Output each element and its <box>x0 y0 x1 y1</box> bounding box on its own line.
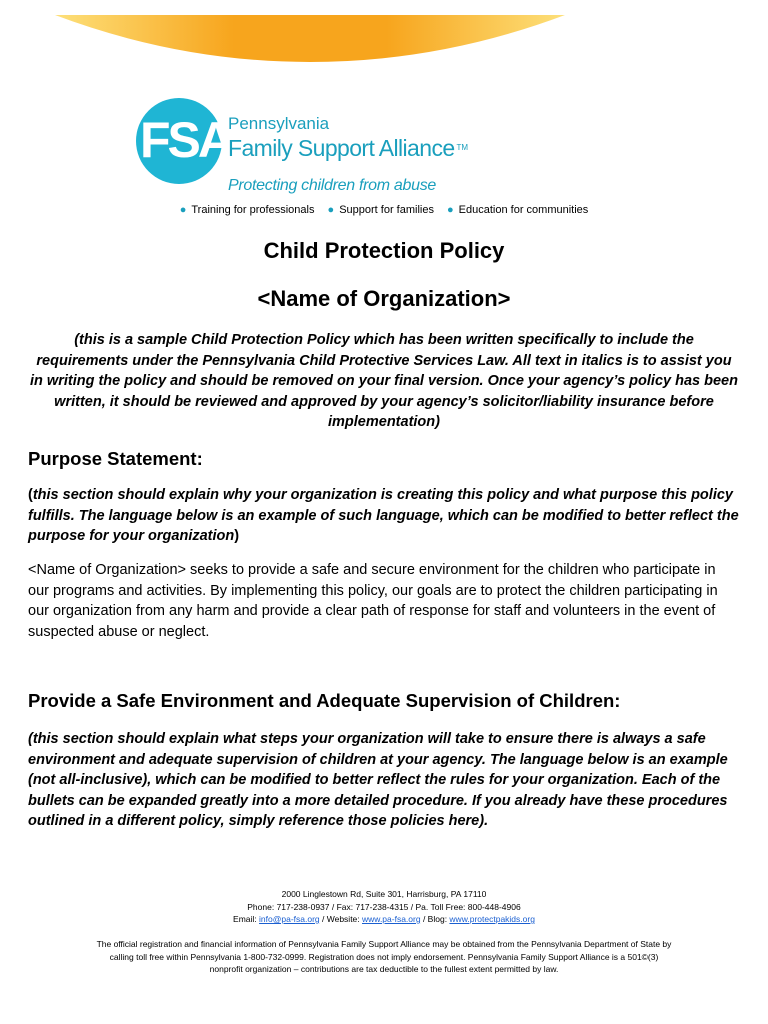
blog-label: / Blog: <box>420 914 450 924</box>
safe-environment-heading: Provide a Safe Environment and Adequate Supervision of Children: <box>28 690 621 711</box>
purpose-heading: Purpose Statement: <box>28 448 203 469</box>
email-label: Email: <box>233 914 260 924</box>
fsa-logo <box>136 98 476 198</box>
footer-address: 2000 Linglestown Rd, Suite 301, Harrisburg, PA 17110 <box>281 889 487 899</box>
footer-contact <box>0 888 768 926</box>
bullet-icon: ● <box>327 204 335 216</box>
logo-name <box>228 134 468 162</box>
services-list <box>0 203 768 217</box>
purpose-body: <Name of Organization> seeks to provide a safe and secure environment for the children who participate in our programs and activities. By implementing this policy, our goals are to protect the children participating in our organization from any harm and provide a clear path of response for staff and volunteers in the event of suspected abuse or neglect. <box>28 562 718 640</box>
purpose-note <box>28 485 740 547</box>
organization-placeholder: <Name of Organization> <box>257 286 511 311</box>
footer-links <box>0 913 768 926</box>
website-link[interactable]: www.pa-fsa.org <box>362 914 421 924</box>
logo-state: Pennsylvania <box>228 114 330 133</box>
disclaimer-line: calling toll free within Pennsylvania 1-800-732-0999. Registration does not imply endorsement. Pennsylvania Family Support Alliance is a 501©(3) <box>109 951 659 962</box>
email-link[interactable]: info@pa-fsa.org <box>259 914 320 924</box>
service-item: Support for families <box>339 204 434 216</box>
paren-open: ( <box>28 487 33 503</box>
document-title: Child Protection Policy <box>263 238 505 263</box>
logo-name-text: Family Support Alliance <box>228 135 455 161</box>
footer-phone: Phone: 717-238-0937 / Fax: 717-238-4315 / Pa. Toll Free: 800-448-4906 <box>247 901 521 912</box>
disclaimer-line: The official registration and financial information of Pennsylvania Family Support Alliance may be obtained from the Pennsylvania Department of State by <box>96 939 672 949</box>
intro-note: (this is a sample Child Protection Policy which has been written specifically to include the requirements under the Pennsylvania Child Protective Services Law. All text in italics is to assist you in writing the policy and should be removed on your final version. Once your agency’s policy has been written, it should be reviewed and approved by your agency’s solicitor/liability insurance before implementation) <box>30 332 738 430</box>
footer-disclaimer <box>0 938 768 976</box>
service-item: Training for professionals <box>191 204 315 216</box>
website-label: / Website: <box>319 914 362 924</box>
disclaimer-line: nonprofit organization – contributions are tax deductible to the fullest extent permitted by law. <box>209 964 559 974</box>
logo-trademark: TM <box>456 143 469 152</box>
decorative-arc <box>0 0 768 80</box>
purpose-note-text: this section should explain why your organization is creating this policy and what purpose this policy fulfills. The language below is an example of such language, which can be modified to better reflect the purpose for your organization <box>28 487 739 544</box>
paren-close: ) <box>234 528 240 544</box>
service-item: Education for communities <box>458 204 589 216</box>
logo-tagline: Protecting children from abuse <box>228 177 437 194</box>
bullet-icon: ● <box>447 204 454 216</box>
logo-mark: FSA <box>140 112 231 168</box>
blog-link[interactable]: www.protectpakids.org <box>449 914 535 924</box>
safe-environment-note: (this section should explain what steps your organization will take to ensure there is always a safe environment and adequate supervision of children at your agency. The language below is an example (not all-inclusive), which can be modified to better reflect the rules for your organization. Each of the bullets can be expanded greatly into a more detailed procedure. If you already have these procedures outlined in a different policy, simply reference those policies here). <box>28 731 728 829</box>
bullet-icon: ● <box>179 204 187 216</box>
